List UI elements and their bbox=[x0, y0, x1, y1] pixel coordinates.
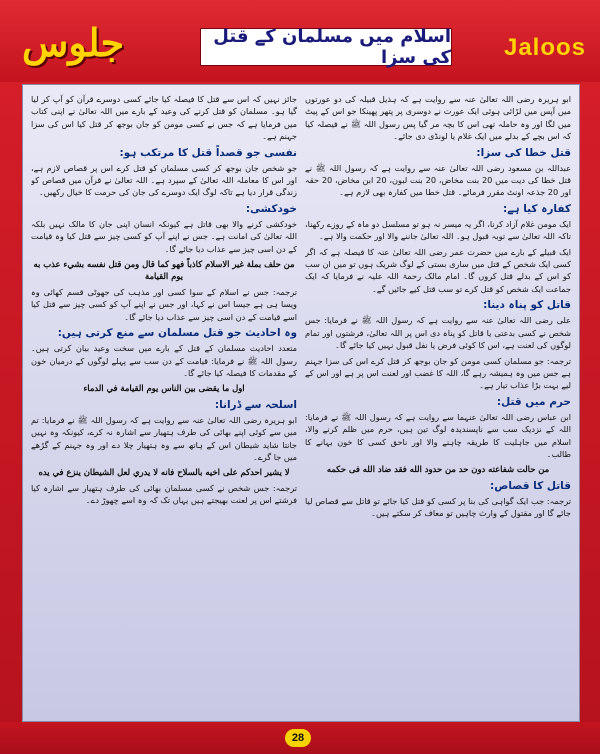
arabic-quote: من حلف بملة غير الاسلام كاذباً فهو كما قال ومن قتل نفسه بشيء عذب به يوم القيامة bbox=[33, 259, 295, 282]
paragraph: ابو ہریرہ رضی اللہ تعالیٰ عنہ سے روایت ہے کہ رسول اللہ ﷺ نے فرمایا: تم میں سے کوئی اپنے بھائی کی طرف ہتھیار سے اشارہ نہ کرے، کیونکہ وہ نہیں جانتا شاید شیطان اس کے ہاتھ سے وہ ہتھیار چلا دے اور وہ جہنم کے گڑھے میں جا گرے۔ bbox=[31, 414, 297, 462]
article-headline: اسلام میں مسلمان کے قتل کی سزا bbox=[213, 26, 451, 68]
paragraph: ترجمہ: جس شخص نے کسی مسلمان بھائی کی طرف ہتھیار سے اشارہ کیا فرشتے اس پر لعنت بھیجتے ہیں یہاں تک کہ وہ اسے چھوڑ دے۔ bbox=[31, 482, 297, 506]
column-left bbox=[31, 93, 297, 713]
brand-name: Jaloos bbox=[503, 34, 586, 61]
arabic-quote: اول ما يقضى بين الناس يوم القيامة في الدماء bbox=[83, 383, 245, 394]
paragraph: خودکشی کرنے والا بھی قاتل ہے کیونکہ انسان اپنی جان کا مالک نہیں بلکہ اللہ تعالیٰ کی امانت ہے۔ جس نے اپنے آپ کو کسی چیز سے قتل کیا وہ قیامت کے دن اسی چیز سے عذاب دیا جائے گا۔ bbox=[31, 218, 297, 254]
paragraph: جائز نہیں کہ اس سے قتل کا فیصلہ کیا جائے کسی دوسرے قرآن کو آپ کر لیا گیا ہو۔ مسلمان کو قتل کرنے کی وعید کے بارے میں اللہ تعالیٰ نے اپنی کتاب میں فرمایا ہے کہ جس نے کسی مومن کو جان بوجھ کر قتل کیا اس کی سزا جہنم ہے۔ bbox=[31, 94, 297, 142]
paragraph: ایک قبیلے کے بارے میں حضرت عمر رضی اللہ تعالیٰ عنہ کا فیصلہ ہے کہ اگر کسی ایک شخص کے قتل میں ساری بستی کے لوگ شریک ہوں تو میں ان سب کو اس کے بدلے قتل کروں گا۔ امام مالک رحمۃ اللہ علیہ نے فرمایا کہ ایک جماعت ایک شخص کو قتل کرے تو سب قتل کیے جائیں گے۔ bbox=[305, 246, 571, 294]
logo-urdu: جلوس bbox=[22, 20, 125, 65]
paragraph: ابن عباس رضی اللہ تعالیٰ عنہما سے روایت ہے کہ رسول اللہ ﷺ نے فرمایا: اللہ کے نزدیک سب سے ناپسندیدہ لوگ تین ہیں، حرم میں ظلم کرنے والا، اسلام میں جاہلیت کا طریقہ چاہنے والا اور ناحق کسی کا خون بہانے کا طالب۔ bbox=[305, 411, 571, 459]
section-heading: کفارہ کیا ہے: bbox=[503, 202, 571, 215]
paragraph: علی رضی اللہ تعالیٰ عنہ سے روایت ہے کہ رسول اللہ ﷺ نے فرمایا: جس شخص نے کسی بدعتی یا قاتل کو پناہ دی اس پر اللہ تعالیٰ، فرشتوں اور تمام لوگوں کی لعنت ہے، اس کا کوئی فرض یا نفل قبول نہیں کیا جائے گا۔ bbox=[305, 315, 571, 351]
section-heading: اسلحہ سے ڈرانا: bbox=[214, 398, 297, 411]
paragraph: ترجمہ: جب ایک گواہی کی بنا پر کسی کو قتل کیا جائے تو قاتل سے قصاص لیا جائے گا اور مقتول کے وارث چاہیں تو معاف کر سکتے ہیں۔ bbox=[305, 495, 571, 519]
paragraph: عبداللہ بن مسعود رضی اللہ تعالیٰ عنہ سے روایت ہے کہ رسول اللہ ﷺ نے قتل خطا کی دیت میں 20 بنت مخاض، 20 بنت لبون، 20 ابن مخاض، 20 حقہ اور 20 جذعہ اونٹ مقرر فرمائے۔ قتل خطا میں کفارہ بھی لازم ہے۔ bbox=[305, 162, 571, 198]
paragraph: متعدد احادیث مسلمان کے قتل کے بارے میں سخت وعید بیان کرتی ہیں۔ رسول اللہ ﷺ نے فرمایا: قیامت کے دن سب سے پہلے لوگوں کے درمیان خون کے مقدمات کا فیصلہ کیا جائے گا۔ bbox=[31, 343, 297, 378]
section-heading: خودکشی: bbox=[245, 202, 297, 215]
column-right bbox=[305, 93, 571, 713]
headline-box bbox=[200, 28, 452, 66]
section-heading: حرم میں قتل: bbox=[496, 395, 571, 408]
article-body bbox=[22, 84, 580, 722]
section-heading: وہ احادیث جو قتل مسلمان سے منع کرتی ہیں: bbox=[57, 327, 297, 340]
paragraph: ترجمہ: جو مسلمان کسی مومن کو جان بوجھ کر قتل کرے اس کی سزا جہنم ہے جس میں وہ ہمیشہ رہے گا، اللہ کا غضب اور لعنت اس پر ہے اور اس کے لیے بہت بڑا عذاب تیار ہے۔ bbox=[305, 355, 571, 391]
section-heading: قاتل کا قصاص: bbox=[490, 479, 571, 492]
paragraph: ترجمہ: جس نے اسلام کے سوا کسی اور مذہب کی جھوٹی قسم کھائی وہ ویسا ہی ہے جیسا اس نے کہا، اور جس نے اپنے آپ کو کسی چیز سے قتل کیا اسے قیامت کے دن اسی چیز سے عذاب دیا جائے گا۔ bbox=[31, 286, 297, 322]
section-heading: قتل خطا کی سزا: bbox=[476, 146, 571, 159]
arabic-quote: لا يشير احدكم على اخيه بالسلاح فانه لا يدري لعل الشيطان ينزع في يده bbox=[38, 467, 290, 478]
paragraph: ابو ہریرہ رضی اللہ تعالیٰ عنہ سے روایت ہے کہ ہذیل قبیلہ کی دو عورتوں میں آپس میں لڑائی ہوئی ایک عورت نے دوسری پر پتھر پھینکا جو اس کے پیٹ میں لگا اور وہ حاملہ تھی اس کا بچہ مر گیا پس رسول اللہ ﷺ نے فیصلہ کیا کہ اس بچے کے بدلے میں ایک غلام یا لونڈی دی جائے۔ bbox=[305, 94, 571, 142]
section-heading: نفسی جو قصداً قتل کا مرتکب ہو: bbox=[119, 146, 297, 159]
section-heading: قاتل کو پناہ دینا: bbox=[483, 299, 571, 312]
masthead bbox=[0, 0, 600, 82]
arabic-quote: من حالت شفاعته دون حد من حدود الله فقد ضاد الله فی حکمه bbox=[326, 464, 550, 475]
paragraph: ایک مومن غلام آزاد کرنا، اگر یہ میسر نہ ہو تو مسلسل دو ماہ کے روزے رکھنا، تاکہ اللہ تعالیٰ سے توبہ قبول ہو۔ اللہ تعالیٰ جاننے والا اور حکمت والا ہے۔ bbox=[305, 218, 571, 242]
paragraph: جو شخص جان بوجھ کر کسی مسلمان کو قتل کرے اس پر قصاص لازم ہے، اور اس کا معاملہ اللہ تعالیٰ کے سپرد ہے۔ اللہ تعالیٰ نے قرآن میں قصاص کو زندگی قرار دیا ہے تاکہ لوگ ایک دوسرے کی جان کی حرمت کا خیال رکھیں۔ bbox=[31, 162, 297, 198]
page-number: 28 bbox=[285, 729, 311, 747]
